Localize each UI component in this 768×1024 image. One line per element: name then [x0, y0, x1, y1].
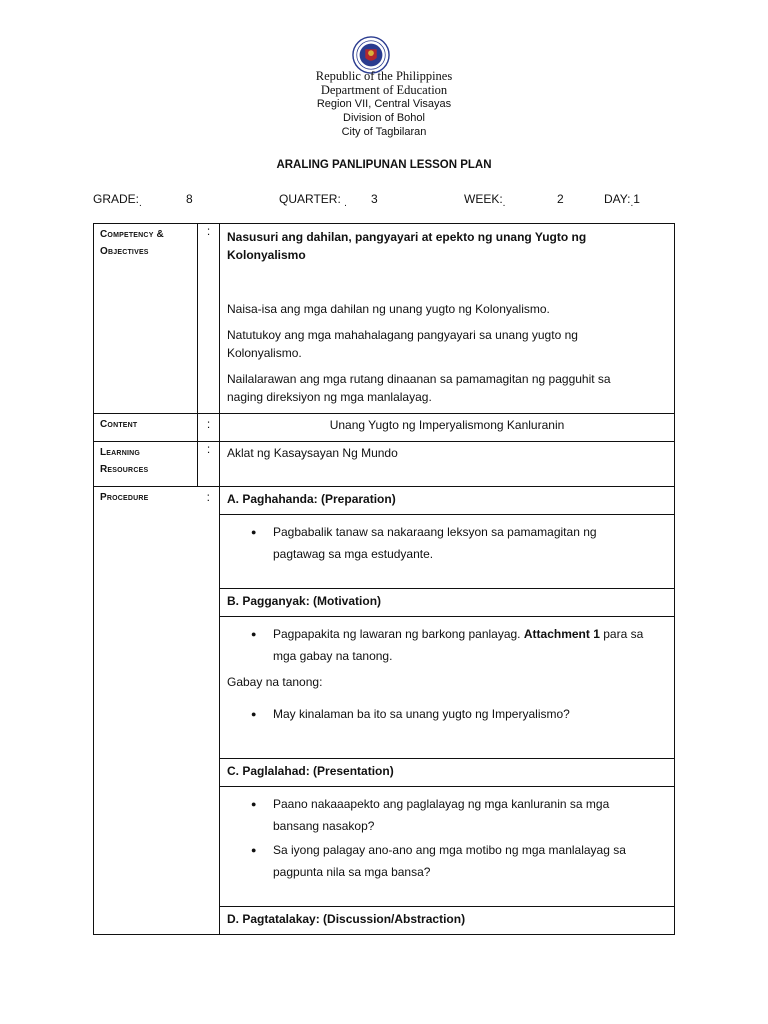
letterhead-department: Department of Education	[320, 83, 448, 97]
quarter-value: 3	[371, 192, 378, 206]
section-c-heading: C. Paglalahad: (Presentation)	[220, 759, 675, 787]
page-title: ARALING PANLIPUNAN LESSON PLAN	[276, 159, 492, 171]
procedure-label: Procedure	[94, 487, 198, 935]
week-value: 2	[557, 192, 564, 206]
section-c-item-1: ● Paano nakaaapekto ang paglalayag ng mga kanluranin sa mga bansang nasakop?	[273, 793, 667, 837]
letterhead-division: Division of Bohol	[343, 112, 425, 124]
section-d-heading: D. Pagtatalakay: (Discussion/Abstraction)	[220, 907, 675, 935]
objective-1: Naisa-isa ang mga dahilan ng unang yugto ng Kolonyalismo.	[227, 302, 550, 316]
section-c-item-2: ● Sa iyong palagay ano-ano ang mga motibo ng mga manlalayag sa pagpunta nila sa mga bansa?	[273, 839, 667, 883]
section-b-body	[220, 617, 675, 759]
section-c-body	[220, 787, 675, 907]
section-b-item: ● Pagpapakita ng lawaran ng barkong panlayag. Attachment 1 para sa mga gabay na tanong.	[273, 623, 667, 667]
day-label: $DAY:_.1$	[604, 192, 640, 209]
content-row	[94, 414, 675, 442]
guide-question: ● May kinalaman ba ito sa unang yugto ng Imperyalismo?	[273, 703, 667, 725]
resources-value: Aklat ng Kasaysayan Ng Mundo	[220, 442, 675, 487]
objective-2: Natutukoy ang mga mahahalagang pangyayari sa unang yugto ng Kolonyalismo.	[227, 328, 578, 360]
procedure-colon: :	[198, 487, 220, 935]
letterhead-republic: Republic of the Philippines	[315, 69, 453, 83]
week-label: $WEEK:_.$	[464, 192, 506, 209]
content-label: Content	[94, 414, 198, 442]
letterhead	[0, 69, 768, 139]
competency-label: Competency & Objectives	[94, 224, 198, 414]
quarter-label: QUARTER: $_.$	[279, 192, 347, 209]
objective-3: Nailalarawan ang mga rutang dinaanan sa pamamagitan ng pagguhit sa naging direksiyon ng mga manlalayag.	[227, 372, 611, 404]
competency-heading: Nasusuri ang dahilan, pangyayari at epekto ng unang Yugto ng Kolonyalismo	[227, 230, 587, 262]
section-a-body	[220, 515, 675, 589]
procedure-a-heading-row	[94, 487, 675, 515]
grade-label: $GRADE:_.$	[93, 192, 142, 209]
resources-row	[94, 442, 675, 487]
resources-label: Learning Resources	[94, 442, 198, 487]
competency-content	[220, 224, 675, 414]
competency-colon: :	[198, 224, 220, 414]
letterhead-region: Region VII, Central Visayas	[316, 98, 452, 110]
grade-value: 8	[186, 192, 193, 206]
resources-colon: :	[198, 442, 220, 487]
content-colon: :	[198, 414, 220, 442]
competency-row	[94, 224, 675, 414]
letterhead-city: City of Tagbilaran	[341, 126, 427, 138]
content-value: Unang Yugto ng Imperyalismong Kanluranin	[220, 414, 675, 442]
attachment-reference: Attachment 1	[523, 627, 600, 641]
guide-question-label: Gabay na tanong:	[227, 675, 323, 689]
section-b-heading: B. Pagganyak: (Motivation)	[220, 589, 675, 617]
lesson-plan-table	[93, 223, 675, 935]
section-a-heading: A. Paghahanda: (Preparation)	[220, 487, 675, 515]
section-a-item: ● Pagbabalik tanaw sa nakaraang leksyon sa pamamagitan ng pagtawag sa mga estudyante.	[273, 521, 667, 565]
